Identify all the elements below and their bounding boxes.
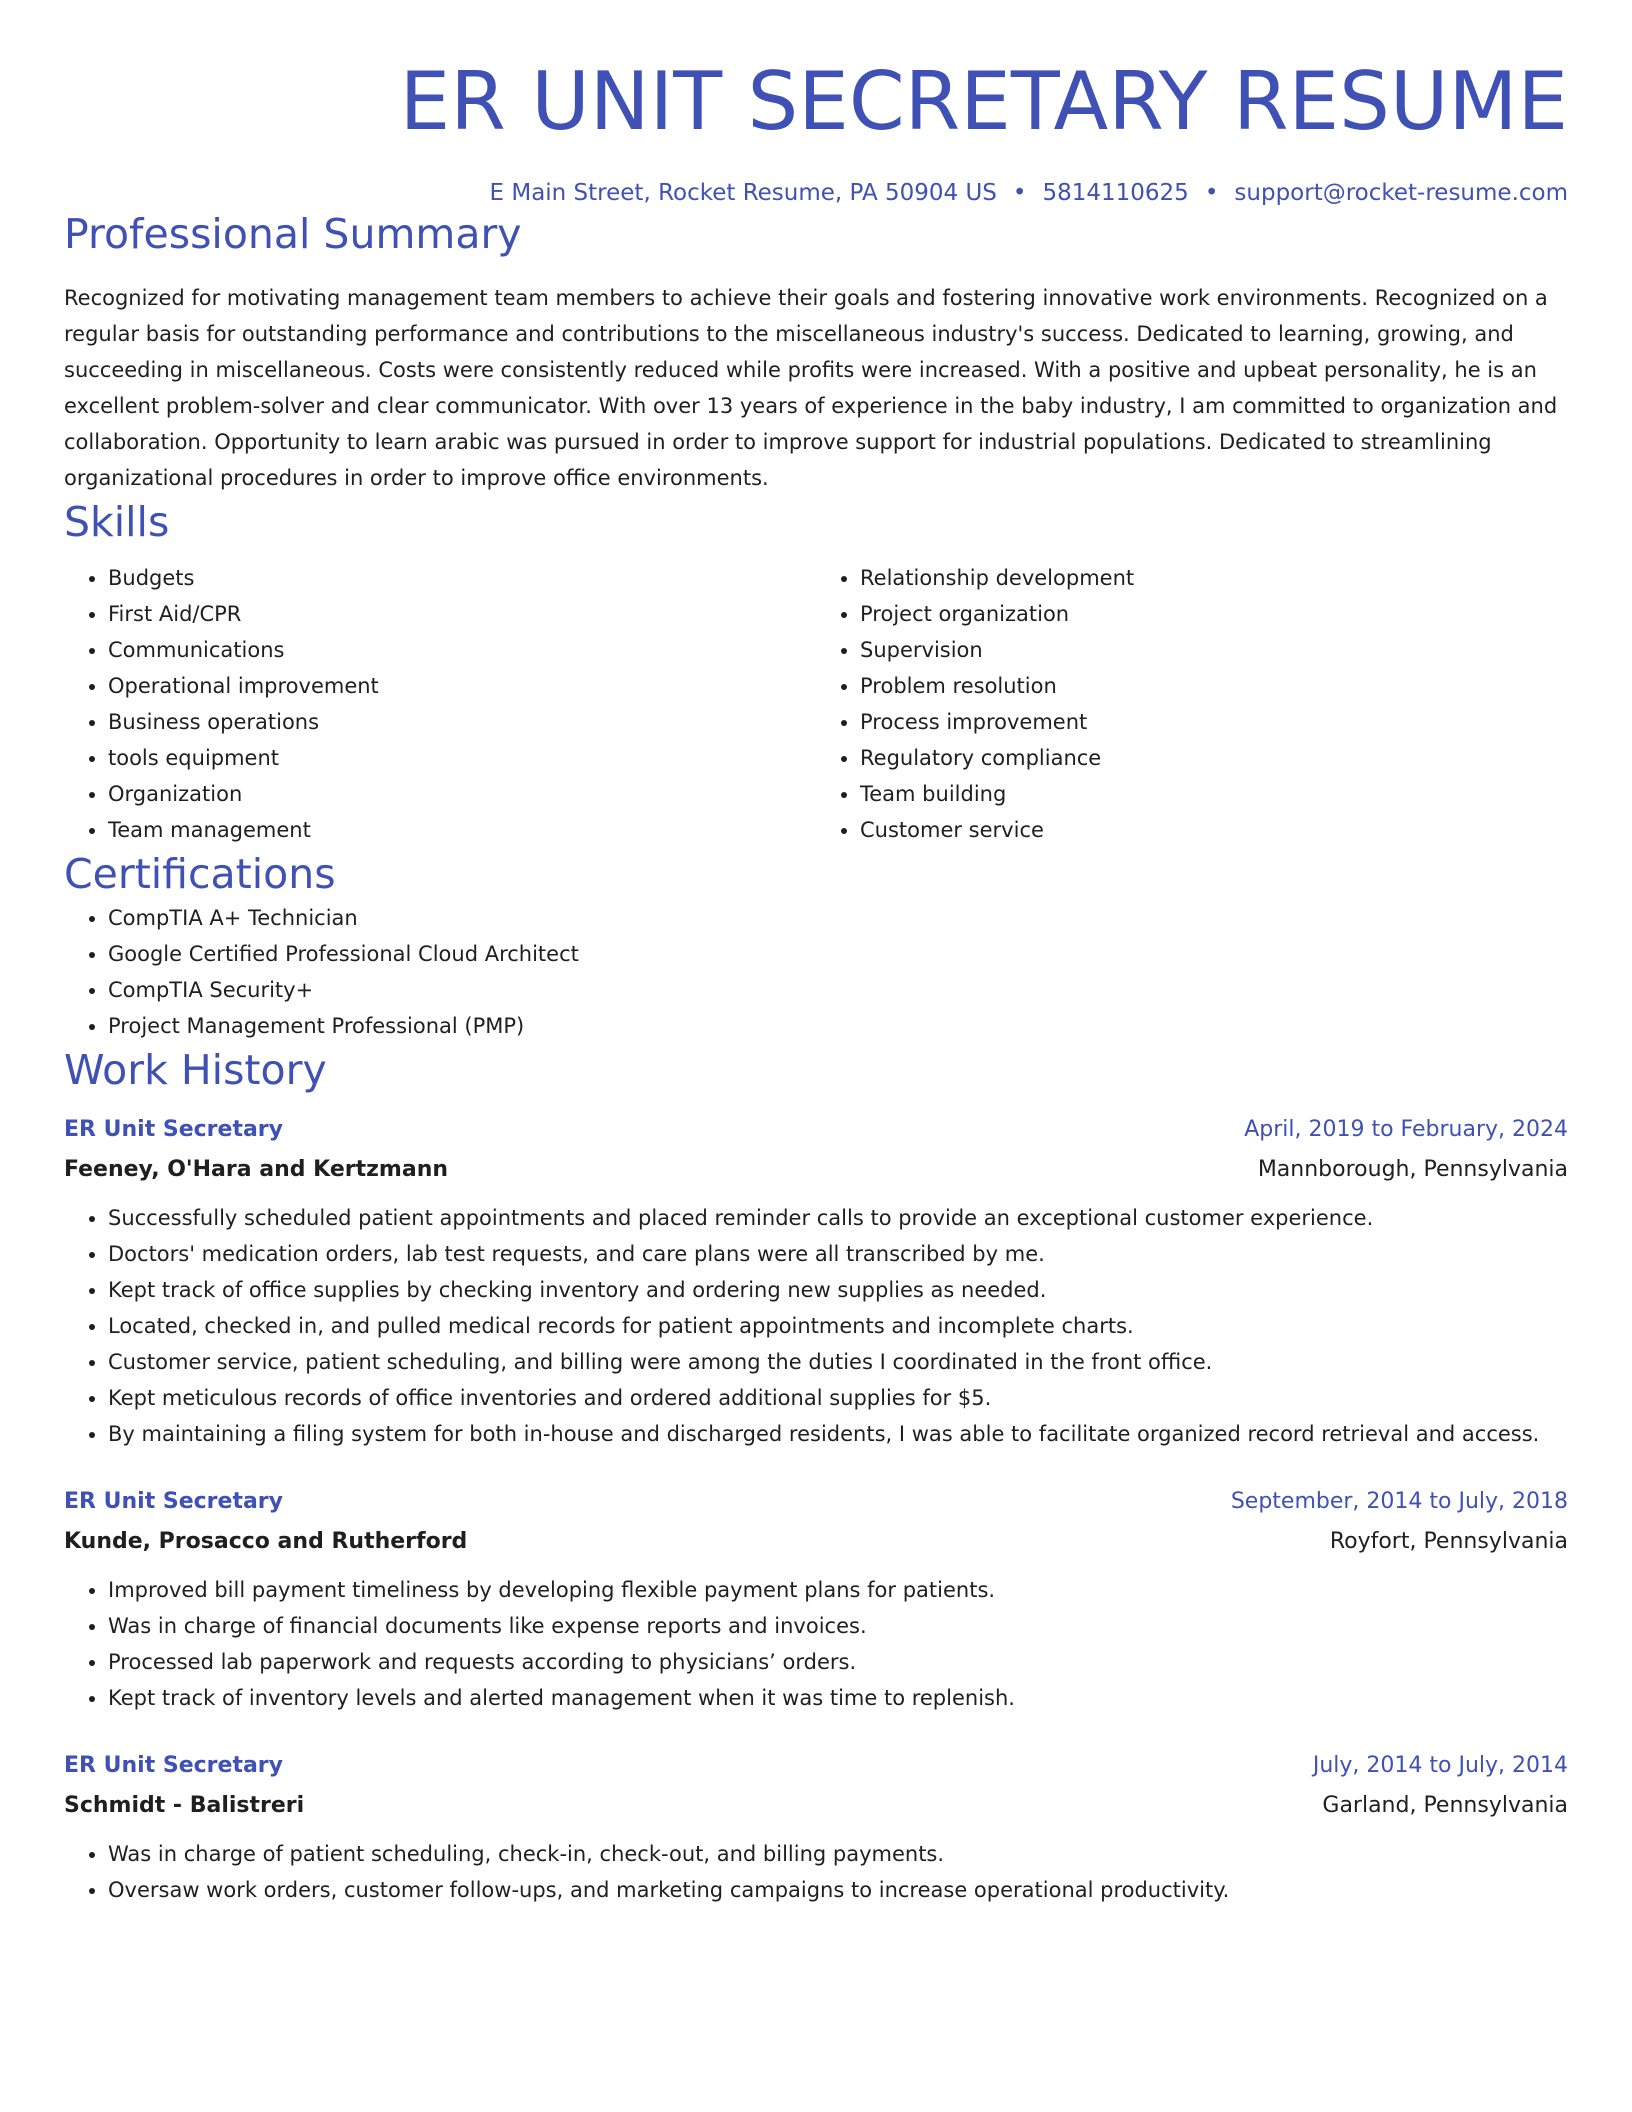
job-company-row: [64, 1150, 1568, 1190]
skill-item: • Team management: [108, 812, 816, 848]
skill-item: • Supervision: [860, 632, 1568, 668]
job-duty-item: • Located, checked in, and pulled medical records for patient appointments and incomplete charts.: [108, 1308, 1568, 1344]
job-location: Garland, Pennsylvania: [1322, 1793, 1568, 1818]
contact-separator: •: [1204, 180, 1219, 206]
skills-list-right: [816, 560, 1568, 848]
job-duty-item: • Processed lab paperwork and requests according to physicians’ orders.: [108, 1644, 1568, 1680]
job-company: Feeney, O'Hara and Kertzmann: [64, 1157, 449, 1182]
job-title: ER Unit Secretary: [64, 1117, 284, 1142]
job-company-row: [64, 1522, 1568, 1562]
job-duty-item: • Kept track of inventory levels and alerted management when it was time to replenish.: [108, 1680, 1568, 1716]
certification-item: • CompTIA A+ Technician: [108, 900, 1568, 936]
job-duties-list: [64, 1200, 1568, 1452]
job-duty-item: • Improved bill payment timeliness by developing flexible payment plans for patients.: [108, 1572, 1568, 1608]
skills-heading: Skills: [64, 498, 170, 546]
skill-item: • First Aid/CPR: [108, 596, 816, 632]
job-title: ER Unit Secretary: [64, 1489, 284, 1514]
job-title-row: [64, 1746, 1568, 1786]
job-location: Royfort, Pennsylvania: [1329, 1529, 1568, 1554]
job-title-row: [64, 1110, 1568, 1150]
job-dates: April, 2019 to February, 2024: [1244, 1117, 1568, 1142]
job-dates: September, 2014 to July, 2018: [1230, 1489, 1568, 1514]
job-duty-item: • Kept meticulous records of office inventories and ordered additional supplies for $5.: [108, 1380, 1568, 1416]
job-company: Schmidt - Balistreri: [64, 1793, 305, 1818]
skill-item: • Relationship development: [860, 560, 1568, 596]
contact-address: E Main Street, Rocket Resume, PA 50904 US: [489, 180, 997, 206]
job-duty-item: • Successfully scheduled patient appointments and placed reminder calls to provide an exceptional customer experience.: [108, 1200, 1568, 1236]
contact-phone: 5814110625: [1042, 180, 1189, 206]
resume-title: ER UNIT SECRETARY RESUME: [399, 55, 1568, 148]
job-entry: [64, 1746, 1568, 1908]
skill-item: • Organization: [108, 776, 816, 812]
job-entry: [64, 1482, 1568, 1716]
summary-text: Recognized for motivating management team members to achieve their goals and fostering innovative work environments. Recognized on a regular basis for outstanding performance and contributions to the miscellaneous industry's success. Dedicated to learning, growing, and succeeding in miscellaneous. Costs were consistently reduced while profits were increased. With a positive and upbeat personality, he is an excellent problem-solver and clear communicator. With over 13 years of experience in the baby industry, I am committed to organization and collaboration. Opportunity to learn arabic was pursued in order to improve support for industrial populations. Dedicated to streamlining organizational procedures in order to improve office environments.: [64, 286, 1558, 490]
job-duty-item: • Kept track of office supplies by checking inventory and ordering new supplies as needed.: [108, 1272, 1568, 1308]
skills-list-left: [64, 560, 816, 848]
skill-item: • Communications: [108, 632, 816, 668]
certifications-list: [64, 900, 1568, 1044]
skill-item: • Team building: [860, 776, 1568, 812]
skills-columns: [64, 560, 1568, 848]
job-duty-item: • Was in charge of financial documents like expense reports and invoices.: [108, 1608, 1568, 1644]
job-duty-item: • By maintaining a filing system for both in-house and discharged residents, I was able to facilitate organized record retrieval and access.: [108, 1416, 1568, 1452]
contact-email: support@rocket-resume.com: [1234, 180, 1568, 206]
skill-item: • Operational improvement: [108, 668, 816, 704]
job-entry: [64, 1110, 1568, 1452]
contact-line: [64, 178, 1568, 208]
job-company: Kunde, Prosacco and Rutherford: [64, 1529, 468, 1554]
skill-item: • Process improvement: [860, 704, 1568, 740]
job-duties-list: [64, 1572, 1568, 1716]
job-location: Mannborough, Pennsylvania: [1257, 1157, 1568, 1182]
certification-item: • CompTIA Security+: [108, 972, 1568, 1008]
certifications-heading: Certifications: [64, 850, 336, 898]
work-history-heading: Work History: [64, 1046, 327, 1094]
skill-item: • Regulatory compliance: [860, 740, 1568, 776]
job-duties-list: [64, 1836, 1568, 1908]
certification-item: • Google Certified Professional Cloud Architect: [108, 936, 1568, 972]
job-duty-item: • Doctors' medication orders, lab test requests, and care plans were all transcribed by me.: [108, 1236, 1568, 1272]
skill-item: • tools equipment: [108, 740, 816, 776]
skill-item: • Customer service: [860, 812, 1568, 848]
job-duty-item: • Customer service, patient scheduling, and billing were among the duties I coordinated in the front office.: [108, 1344, 1568, 1380]
job-title-row: [64, 1482, 1568, 1522]
job-duty-item: • Was in charge of patient scheduling, check-in, check-out, and billing payments.: [108, 1836, 1568, 1872]
contact-separator: •: [1012, 180, 1027, 206]
skill-item: • Business operations: [108, 704, 816, 740]
skill-item: • Project organization: [860, 596, 1568, 632]
skill-item: • Problem resolution: [860, 668, 1568, 704]
job-dates: July, 2014 to July, 2014: [1312, 1753, 1568, 1778]
resume-page: [64, 0, 1568, 1908]
job-company-row: [64, 1786, 1568, 1826]
job-title: ER Unit Secretary: [64, 1753, 284, 1778]
job-duty-item: • Oversaw work orders, customer follow-ups, and marketing campaigns to increase operational productivity.: [108, 1872, 1568, 1908]
certification-item: • Project Management Professional (PMP): [108, 1008, 1568, 1044]
skill-item: • Budgets: [108, 560, 816, 596]
summary-heading: Professional Summary: [64, 210, 522, 258]
